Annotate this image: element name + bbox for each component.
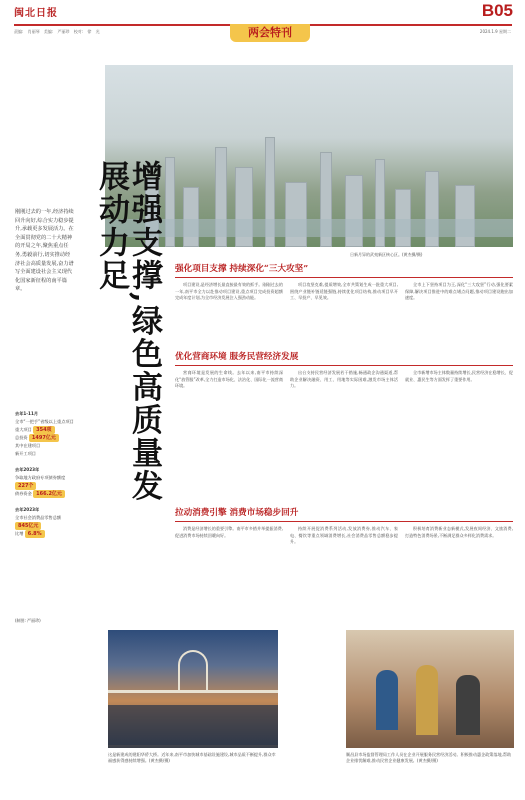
article-column: 项目建设,是经济增长最直接最有效的抓手。刚刚过去的一年,南平市全力以赴推动项目建设,重点项目完成投资超额完成年度计划,为全市经济发展注入强劲动能。 [175, 282, 283, 301]
page-number: B05 [481, 1, 513, 20]
bridge-photo-caption: 这是新建成的建阳华侨大桥。近年来,南平市加快城市基础设施建设,城市品质不断提升,群众幸福感获得感持续增强。(黄杰摄/摄) [108, 752, 276, 764]
article-column: 积极培育消费新业态新模式,发展夜间经济、文旅消费,打造特色消费场景,不断满足群众多样化消费需求。 [405, 526, 513, 538]
section-banner: 两会特刊 [230, 24, 310, 42]
stats-row: 全市“一把手”省级以上重点项目 [15, 419, 74, 424]
stats-box [15, 410, 85, 538]
article-column: 持续开展促消费系列活动,发放消费券,推动汽车、家电、餐饮等重点领域消费增长,社会消费品零售总额稳步提升。 [290, 526, 398, 545]
stats-period: 去年1-11月 [15, 411, 39, 416]
article-column: 项目攻坚克难,提质增效,全市共策划生成一批重大项目,围绕产业链补链延链强链,持续优化项目结构,推动项目早开工、早投产、早见效。 [290, 282, 398, 301]
stats-row: 债券资金 166.2亿元 [15, 490, 85, 498]
editor-credits: 责编: 肖丽琴 美编: 严丽珍 校对: 徐 光 [14, 29, 100, 34]
article-column: 营商环境是发展的生命线。去年以来,南平市持续深化“放管服”改革,全力打造市场化、法治化、国际化一流营商环境。 [175, 370, 283, 389]
article-column: 全市新增市场主体数量持续增长,民营经济在稳增长、促就业、惠民生等方面发挥了重要作用。 [405, 370, 513, 382]
stats-period-3: 去年2023年 [15, 507, 40, 512]
publish-date: 2024.1.9 星期二 [479, 29, 511, 34]
chart-source: (制图: 严丽珍) [15, 618, 41, 623]
intro-paragraph: 刚刚过去的一年,经济持续回升向好,综合实力稳步提升,承载更多发展活力。在全面贯彻党的二十大精神的开局之年,聚焦重点任务,勇毅前行,切实推动经济社会高质量发展,奋力谱写全面建设社会主义现代化国家新征程的南平篇章。 [15, 209, 74, 293]
section-title-2: 优化营商环境 服务民营经济发展 [175, 352, 299, 362]
city-photo-caption: 日新月异的武夷新区核心区。(黄杰摄/摄) [350, 252, 423, 257]
section-rule [175, 277, 513, 278]
section-title-1: 强化项目支撑 持续深化“三大攻坚” [175, 264, 309, 274]
section-rule [175, 521, 513, 522]
article-column: 全市上下坚持项目为王,深化“三大攻坚”行动,强化要素保障,解决项目推进中的难点堵点问题,推动项目建设跑出加速度。 [405, 282, 513, 301]
bridge-photo [108, 630, 278, 748]
newspaper-logo: 闽北日报 [14, 8, 58, 19]
city-aerial-photo [105, 65, 513, 247]
stats-row: 其中在建项目 [15, 443, 41, 448]
stats-row: 新开工项目 [15, 451, 36, 456]
section-rule [175, 365, 513, 366]
stats-row: 争取地方政府专项债券额度 227个 [15, 475, 66, 489]
stats-row: 全市社会消费品零售总额 845亿元 [15, 515, 62, 529]
masthead [0, 0, 525, 20]
stats-row: 比增 6.8% [15, 530, 85, 538]
stats-period-2: 去年2023年 [15, 467, 40, 472]
article-column: 消费是经济增长的重要引擎。南平市多措并举提振消费,促进消费市场持续回暖向好。 [175, 526, 283, 538]
people-photo [346, 630, 514, 748]
stats-row: 总投资 1497亿元 [15, 434, 85, 442]
section-title-3: 拉动消费引擎 消费市场稳步回升 [175, 508, 299, 518]
stats-row: 重大项目 354项 [15, 426, 85, 434]
article-column: 出台支持民营经济发展若干措施,畅通政企沟通渠道,帮助企业解决融资、用工、用地等实际困难,激发市场主体活力。 [290, 370, 398, 389]
page-headline: 增强支撑,绿色高质量发展动力足 [93, 160, 162, 503]
people-photo-caption: 顺昌县市场监督管理局工作人员在企业开展服务民营经济活动。积极推动惠企政策落地,帮助企业排忧解难,推动民营企业健康发展。(黄杰摄/摄) [346, 752, 512, 764]
